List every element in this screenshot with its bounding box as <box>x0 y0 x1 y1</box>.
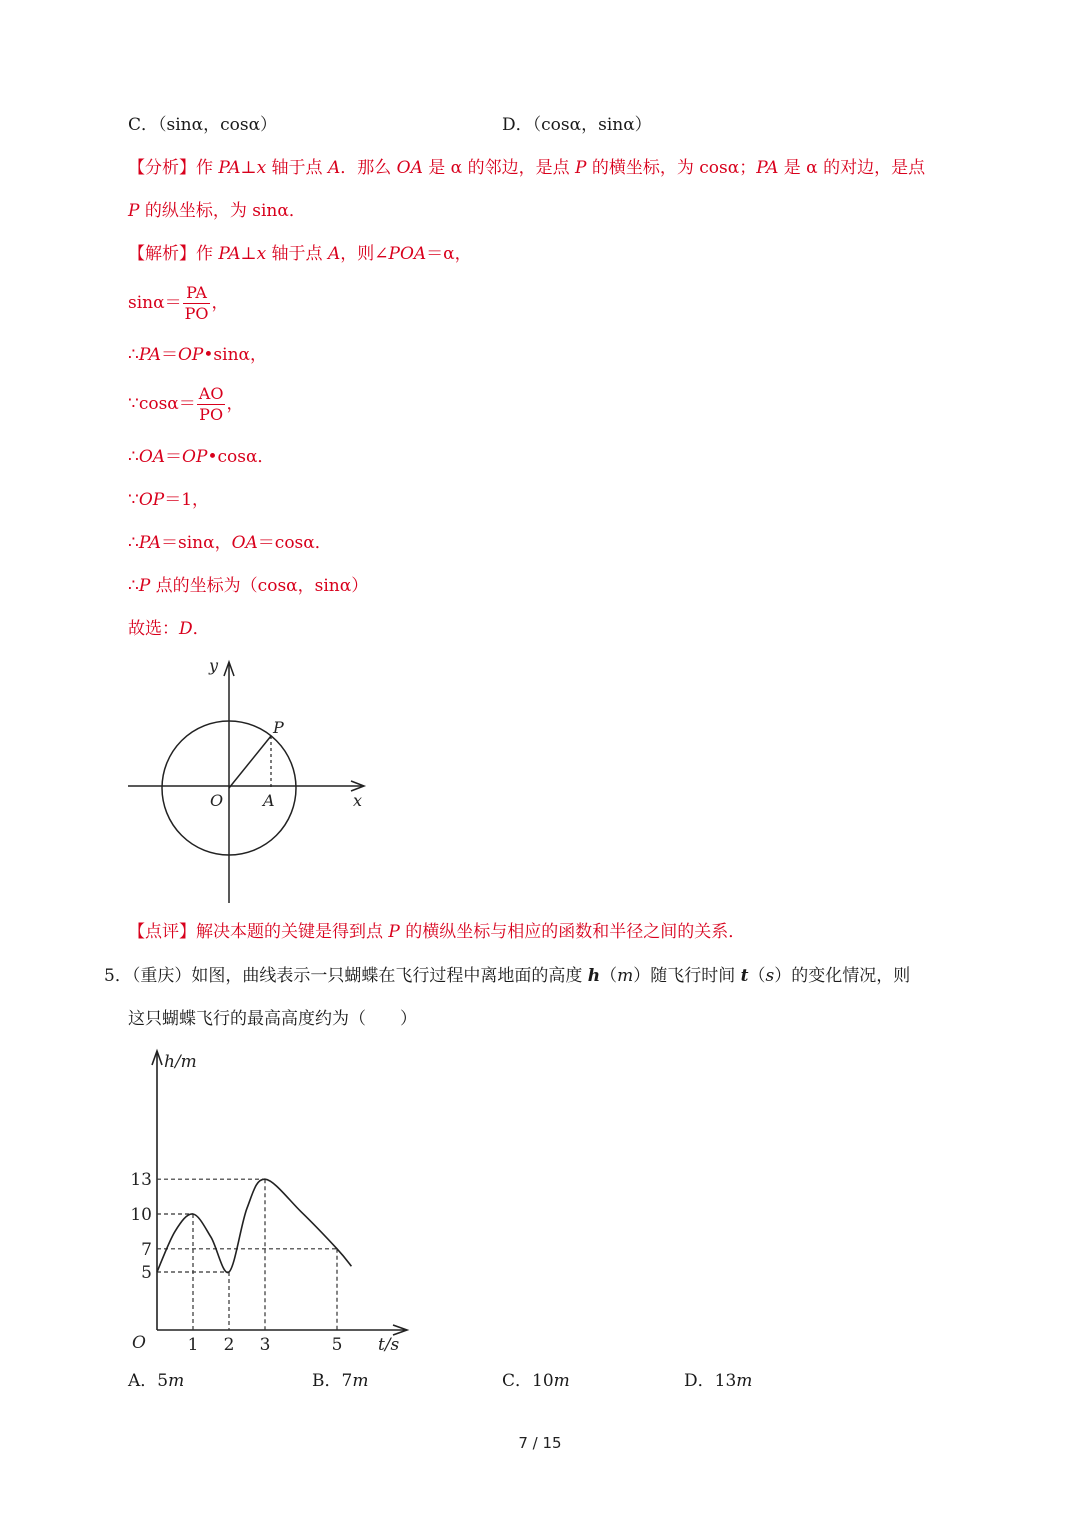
option-a: A．5m <box>128 1371 185 1391</box>
cos-fraction: $\frac{AO}{PO}$ <box>198 384 224 424</box>
step-both: ∴PA＝sinα，OA＝cosα． <box>128 533 332 553</box>
page-number: 7 / 15 <box>518 1434 562 1452</box>
label-a: A <box>263 791 275 810</box>
step-coord: ∴P 点的坐标为（cosα，sinα） <box>128 576 369 596</box>
label-y: y <box>209 656 219 675</box>
option-d-prev: D．（cosα，sinα） <box>502 115 652 135</box>
analysis-line-2: P 的纵坐标，为 sinα． <box>128 201 306 221</box>
y-tick-label-1: 7 <box>141 1239 152 1260</box>
x-tick-label-2: 3 <box>259 1335 271 1355</box>
step-op: ∵OP＝1， <box>128 490 210 510</box>
cos-formula: ∵cosα＝ $\frac{AO}{PO}$ ， <box>128 384 244 424</box>
label-x: x <box>353 791 363 810</box>
chart-origin: O <box>132 1333 146 1353</box>
y-tick-label-3: 13 <box>130 1170 152 1191</box>
solution-line-1: 【解析】作 PA⊥x 轴于点 A，则∠POA＝α， <box>128 244 472 264</box>
option-c-prev: C．（sinα，cosα） <box>128 115 278 135</box>
radius-op <box>229 736 271 788</box>
question5-line-1: 5．（重庆）如图，曲线表示一只蝴蝶在飞行过程中离地面的高度 h（m）随飞行时间 t（s）的变化情况，则 <box>104 966 911 986</box>
sin-formula: sinα＝ $\frac{PA}{PO}$ ， <box>128 283 229 323</box>
solution-tag: 【解析】 <box>128 244 196 264</box>
y-tick-label-0: 5 <box>141 1263 152 1283</box>
butterfly-height-chart <box>120 1045 420 1360</box>
label-p: P <box>273 718 284 737</box>
chart-xlabel: t/s <box>378 1335 400 1355</box>
option-d: D．13m <box>684 1371 753 1391</box>
sin-fraction: $\frac{PA}{PO}$ <box>184 283 209 323</box>
unit-circle-figure <box>125 655 375 907</box>
label-o: O <box>210 791 224 810</box>
chart-ylabel: h/m <box>164 1052 197 1072</box>
analysis-line-1: 【分析】作 PA⊥x 轴于点 A．那么 OA 是 α 的邻边，是点 P 的横坐标，为 cosα；PA 是 α 的对边，是点 <box>128 158 926 178</box>
answer-choice: 故选：D． <box>128 619 210 639</box>
comment-tag: 【点评】 <box>128 922 196 942</box>
option-c: C．10m <box>502 1371 570 1391</box>
x-tick-label-0: 1 <box>187 1335 199 1355</box>
comment-line: 【点评】解决本题的关键是得到点 P 的横纵坐标与相应的函数和半径之间的关系． <box>128 922 746 942</box>
x-tick-label-1: 2 <box>223 1335 235 1355</box>
question5-line-2: 这只蝴蝶飞行的最高高度约为（ ） <box>128 1009 417 1029</box>
option-b: B．7m <box>312 1371 369 1391</box>
x-tick-label-3: 5 <box>331 1335 343 1355</box>
analysis-tag: 【分析】 <box>128 158 196 178</box>
step-pa: ∴PA＝OP•sinα， <box>128 345 267 365</box>
height-curve <box>157 1179 351 1272</box>
step-oa: ∴OA＝OP•cosα． <box>128 447 275 467</box>
y-tick-label-2: 10 <box>130 1205 152 1225</box>
